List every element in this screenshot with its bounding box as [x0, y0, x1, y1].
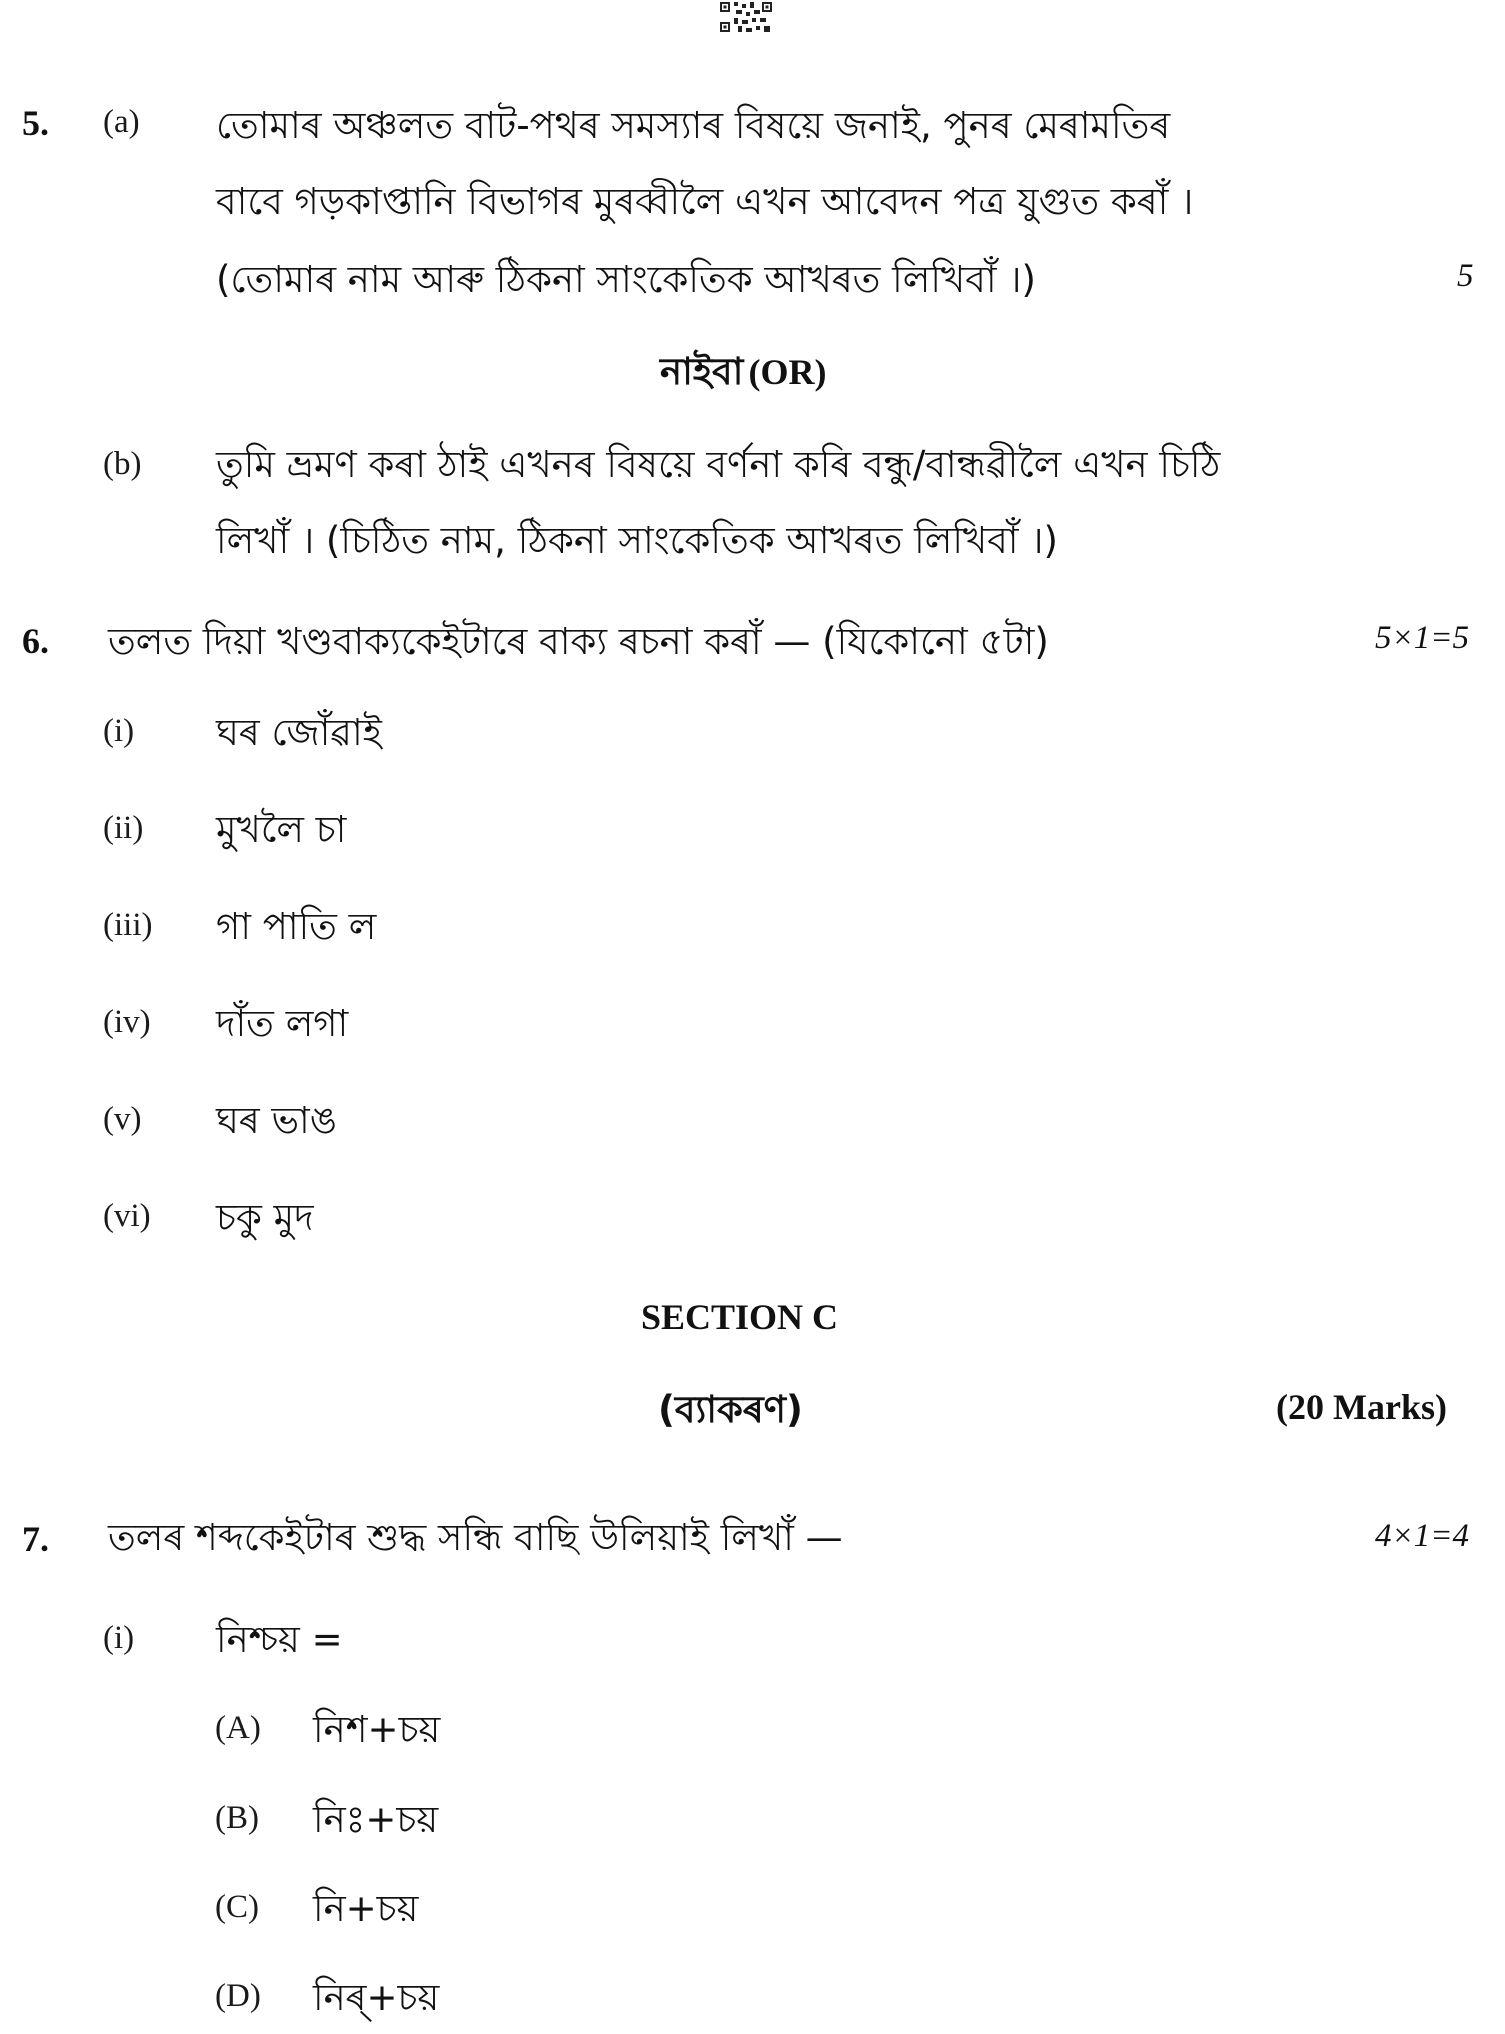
question-5a-marks: 5 — [1457, 258, 1474, 294]
question-5a-line-2: বাবে গড়কাপ্তানি বিভাগৰ মুৰব্বীলৈ এখন আবেদন পত্ৰ যুগুত কৰাঁ । — [216, 180, 1194, 223]
or-heading-assamese: নাইবা — [660, 350, 744, 393]
question-6-item-label: (iv) — [103, 1004, 151, 1040]
question-7-i-text: নিশ্চয় = — [216, 1618, 343, 1661]
section-c-title: SECTION C — [641, 1297, 839, 1337]
question-5b-line-2: লিখাঁ । (চিঠিত নাম, ঠিকনা সাংকেতিক আখৰত লিখিবাঁ ।) — [216, 519, 1058, 562]
section-c-subtitle: (ব্যাকৰণ) — [658, 1388, 803, 1431]
question-6-marks: 5×1=5 — [1375, 620, 1470, 656]
qr-code-icon — [718, 0, 774, 34]
question-6-item-label: (i) — [103, 713, 135, 749]
question-6-text: তলত দিয়া খণ্ডবাক্যকেইটাৰে বাক্য ৰচনা কৰাঁ — (যিকোনো ৫টা) — [108, 620, 1049, 663]
or-heading — [660, 342, 826, 405]
question-6-item-label: (vi) — [103, 1198, 151, 1234]
question-6-number: 6. — [22, 621, 49, 661]
option-label: (B) — [215, 1800, 259, 1836]
option-text: নি+চয় — [313, 1887, 419, 1930]
question-6-item-text: গা পাতি ল — [216, 905, 377, 948]
question-6-item-label: (v) — [103, 1101, 142, 1137]
question-6-item-text: মুখলৈ চা — [216, 808, 347, 851]
question-6-item-text: ঘৰ ভাঙ — [216, 1099, 337, 1142]
question-5b-label: (b) — [103, 446, 142, 482]
question-6-item-text: ঘৰ জোঁৱাই — [216, 711, 382, 754]
question-5a-line-3: (তোমাৰ নাম আৰু ঠিকনা সাংকেতিক আখৰত লিখিবাঁ ।) — [216, 258, 1036, 301]
question-5b-line-1: তুমি ভ্ৰমণ কৰা ঠাই এখনৰ বিষয়ে বৰ্ণনা কৰি বন্ধু/বান্ধৱীলৈ এখন চিঠি — [216, 443, 1221, 486]
question-7-marks: 4×1=4 — [1375, 1518, 1470, 1554]
or-heading-english: (OR) — [748, 352, 827, 392]
option-text: নিৰ্+চয় — [313, 1976, 440, 2019]
option-label: (D) — [215, 1978, 261, 2014]
question-7-text: তলৰ শব্দকেইটাৰ শুদ্ধ সন্ধি বাছি উলিয়াই লিখাঁ — — [108, 1516, 843, 1559]
section-c-marks: (20 Marks) — [1276, 1387, 1447, 1427]
question-6-item-label: (ii) — [103, 810, 144, 846]
option-text: নিশ+চয় — [313, 1708, 441, 1751]
question-5a-line-1: তোমাৰ অঞ্চলত বাট-পথৰ সমস্যাৰ বিষয়ে জনাই, পুনৰ মেৰামতিৰ — [216, 104, 1171, 147]
question-7-number: 7. — [22, 1519, 49, 1559]
question-5-number: 5. — [22, 103, 49, 143]
question-6-item-text: চকু মুদ — [216, 1196, 314, 1239]
option-label: (A) — [215, 1710, 261, 1746]
question-7-i-label: (i) — [103, 1620, 135, 1656]
option-text: নিঃ+চয় — [313, 1798, 439, 1841]
question-6-item-label: (iii) — [103, 907, 153, 943]
question-6-item-text: দাঁত লগা — [216, 1002, 349, 1045]
option-label: (C) — [215, 1889, 259, 1925]
question-5a-label: (a) — [103, 104, 140, 140]
